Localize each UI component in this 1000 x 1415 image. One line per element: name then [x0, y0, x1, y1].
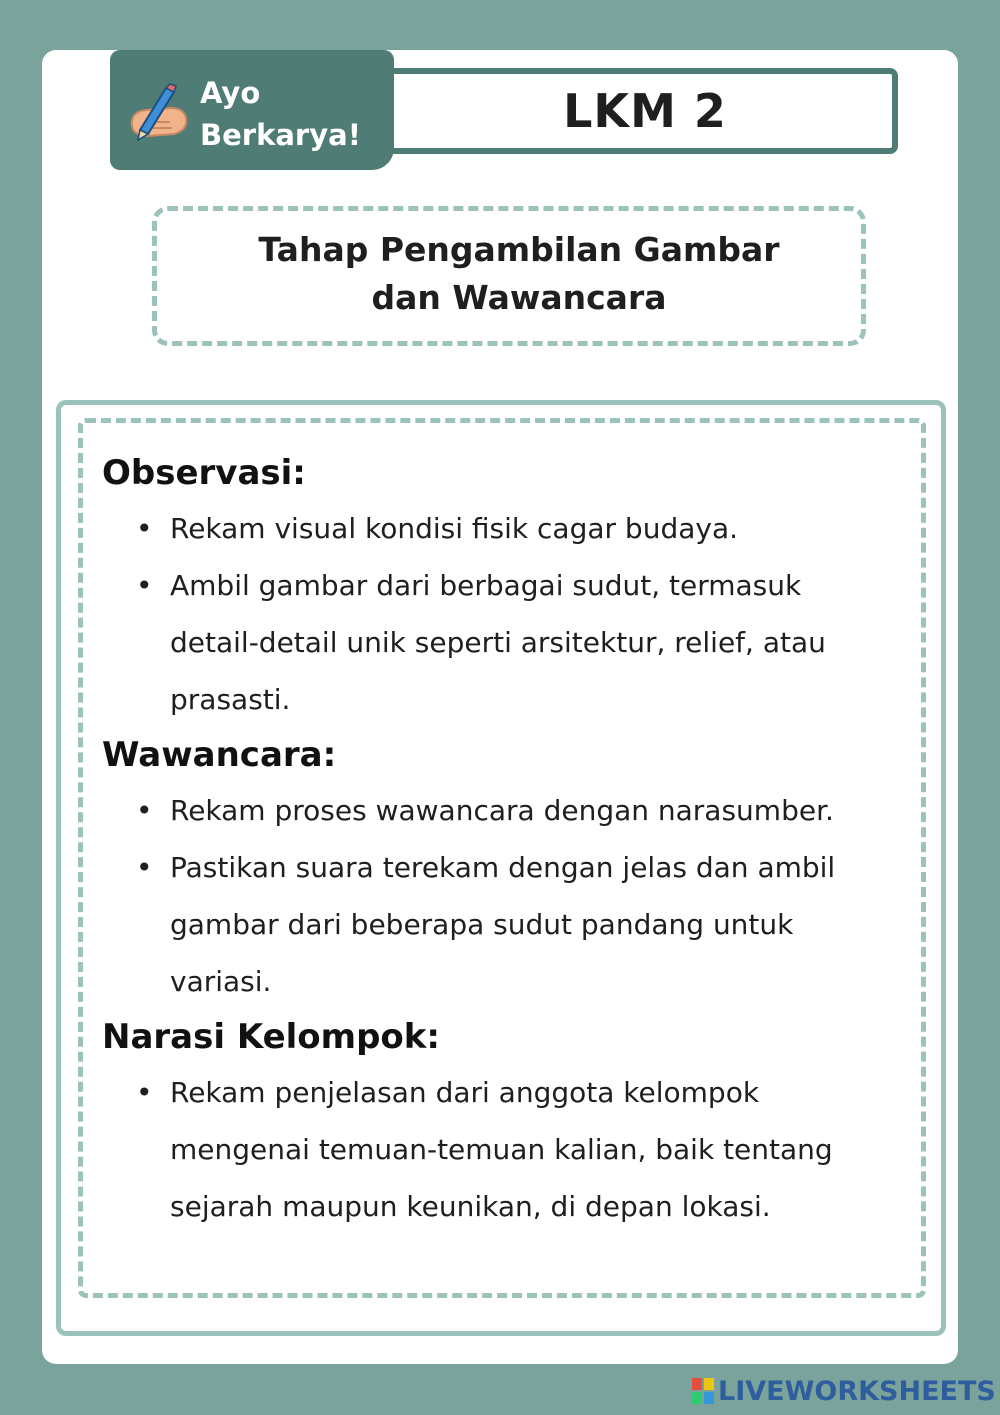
list-item: [102, 1064, 892, 1235]
section-heading-narasi: Narasi Kelompok:: [102, 1017, 440, 1057]
list-item-text: Rekam proses wawancara dengan narasumber.: [170, 794, 834, 827]
bullet-icon: •: [136, 512, 153, 545]
tag-line-2: Berkarya!: [200, 118, 361, 152]
list-item: [102, 557, 892, 728]
wawancara-list: [102, 782, 892, 1010]
liveworksheets-logo[interactable]: [692, 1376, 996, 1406]
worksheet-title: LKM 2: [563, 84, 727, 138]
bullet-icon: •: [136, 851, 153, 884]
observasi-list: [102, 500, 892, 728]
narasi-list: [102, 1064, 892, 1235]
pencil-hand-icon: [126, 82, 192, 142]
logo-block-4: [704, 1392, 714, 1404]
section-heading-wawancara: Wawancara:: [102, 735, 337, 775]
list-item-text: Rekam visual kondisi fisik cagar budaya.: [170, 512, 739, 545]
tag-line-1: Ayo: [200, 76, 261, 110]
logo-block-1: [692, 1378, 702, 1390]
bullet-icon: •: [136, 1076, 153, 1109]
section-heading-observasi: Observasi:: [102, 453, 306, 493]
list-item: [102, 782, 892, 839]
logo-block-3: [692, 1392, 702, 1404]
bullet-icon: •: [136, 569, 153, 602]
list-item: [102, 500, 892, 557]
subtitle: [160, 226, 878, 322]
logo-block-2: [704, 1378, 714, 1390]
list-item-text: Rekam penjelasan dari anggota kelompok mengenai temuan-temuan kalian, baik tentang sejarah maupun keunikan, di depan lokasi.: [170, 1076, 833, 1223]
tag-text: [200, 72, 361, 156]
subtitle-line-2: dan Wawancara: [371, 278, 667, 317]
logo-text: LIVEWORKSHEETS: [718, 1375, 996, 1407]
bullet-icon: •: [136, 794, 153, 827]
logo-blocks-icon: [692, 1378, 714, 1404]
content: [102, 446, 892, 1235]
subtitle-line-1: Tahap Pengambilan Gambar: [258, 230, 780, 269]
list-item-text: Pastikan suara terekam dengan jelas dan ambil gambar dari beberapa sudut pandang untuk variasi.: [170, 851, 836, 998]
list-item: [102, 839, 892, 1010]
list-item-text: Ambil gambar dari berbagai sudut, termasuk detail-detail unik seperti arsitektur, relief, atau prasasti.: [170, 569, 826, 716]
